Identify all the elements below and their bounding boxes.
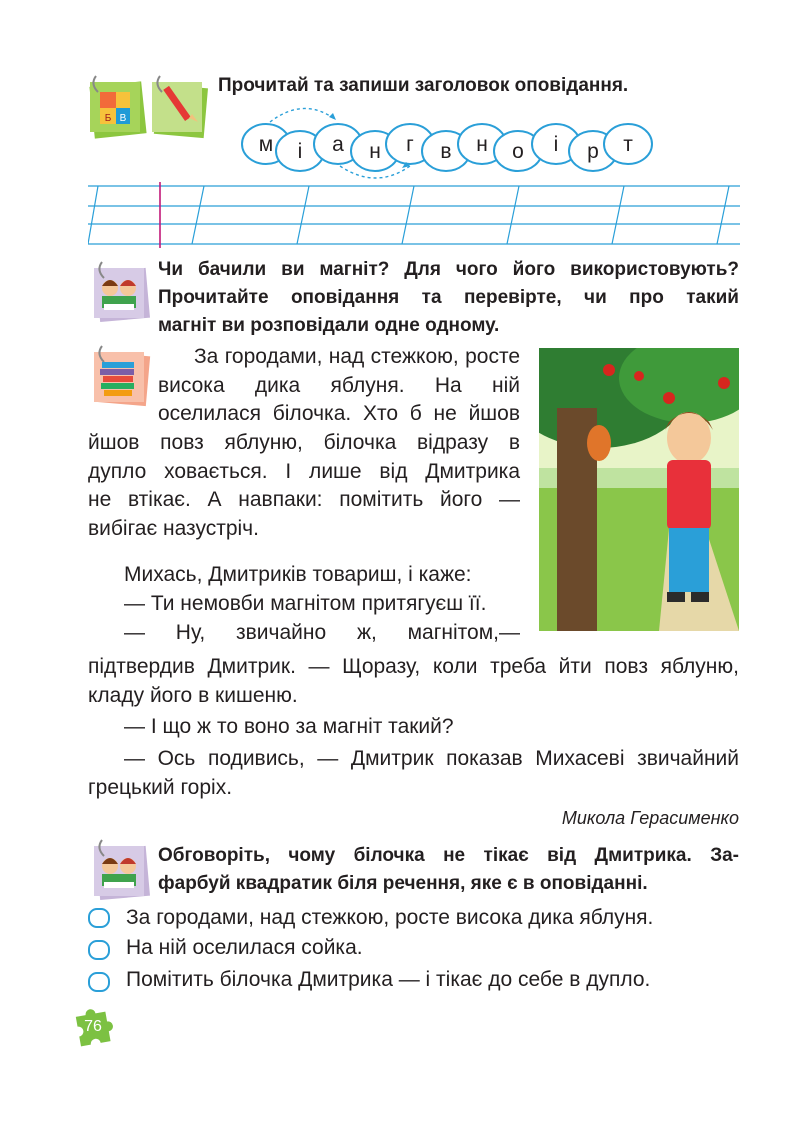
- task2-line: Чи бачили ви магніт? Для чого його використовують?: [158, 259, 739, 280]
- writing-lines[interactable]: [88, 182, 740, 248]
- story-paragraph-3: — Ти немовби магнітом притягуєш її.: [124, 592, 487, 615]
- option-checkbox[interactable]: [88, 940, 110, 960]
- reading-children-icon: [90, 838, 152, 902]
- story-author: Микола Герасименко: [561, 808, 739, 828]
- letter: н: [476, 133, 488, 156]
- page-number-badge: [70, 1006, 116, 1050]
- letter: р: [587, 140, 599, 163]
- task3-line: фарбуй квадратик біля речення, яке є в оповіданні.: [158, 873, 648, 894]
- alphabet-blocks-icon: [86, 74, 148, 140]
- reading-children-icon: [90, 260, 152, 324]
- task3-line: Обговоріть, чому білочка не тікає від Дмитрика. За-: [158, 845, 739, 866]
- task2-line: магніт ви розповідали одне одному.: [158, 315, 500, 336]
- option-checkbox[interactable]: [88, 972, 110, 992]
- book-stack-icon: [90, 344, 152, 408]
- task1-instruction: Прочитай та запиши заголовок оповідання.: [218, 75, 629, 96]
- pencil-note-icon: [148, 74, 210, 140]
- story-paragraph-1-cont: йшов повз яблуню, білочка відразу в дупло ховається. І лише від Дмитрика не втікає. А навпаки: помітить його — вибігає назустріч.: [88, 431, 520, 540]
- letter: т: [623, 133, 633, 156]
- svg-text:Б: Б: [104, 113, 112, 124]
- letter: г: [406, 133, 414, 156]
- task2-line: Прочитайте оповідання та перевірте, чи про такий: [158, 287, 739, 308]
- story-paragraph-4b: підтвердив Дмитрик. — Щоразу, коли треба йти повз яблуню, кладу його в кишеню.: [88, 655, 739, 707]
- option-checkbox[interactable]: [88, 908, 110, 928]
- story-paragraph-6: — Ось подивись, — Дмитрик показав Михасеві звичайний грецький горіх.: [88, 747, 739, 799]
- skip-arrow-top: [270, 108, 336, 122]
- task3-question: [158, 842, 739, 898]
- option-text: На ній оселилася сойка.: [126, 936, 363, 959]
- story-paragraph-4a: — Ну, звичайно ж, магнітом,—: [124, 621, 520, 644]
- task2-question: [158, 256, 739, 340]
- option-text: За городами, над стежкою, росте висока дика яблуня.: [126, 906, 654, 929]
- story-illustration: [539, 348, 739, 631]
- page-number: 76: [84, 1018, 102, 1035]
- letter: а: [332, 133, 344, 156]
- letter: і: [553, 133, 559, 156]
- story-paragraph-5: — І що ж то воно за магніт такий?: [124, 715, 454, 738]
- letter: і: [297, 140, 303, 163]
- letter: н: [369, 140, 381, 163]
- svg-text:В: В: [119, 113, 127, 124]
- letter-chain: [236, 100, 656, 182]
- option-text: Помітить білочка Дмитрика — і тікає до себе в дупло.: [126, 968, 651, 991]
- letter: м: [258, 133, 274, 156]
- story-paragraph-2: Михась, Дмитриків товариш, і каже:: [124, 563, 472, 586]
- story-paragraph-1: За городами, над стежкою, росте висока дика яблуня. На ній оселилася білочка. Хто б не йшов: [158, 345, 520, 425]
- letter: в: [440, 140, 452, 163]
- letter: о: [512, 140, 524, 163]
